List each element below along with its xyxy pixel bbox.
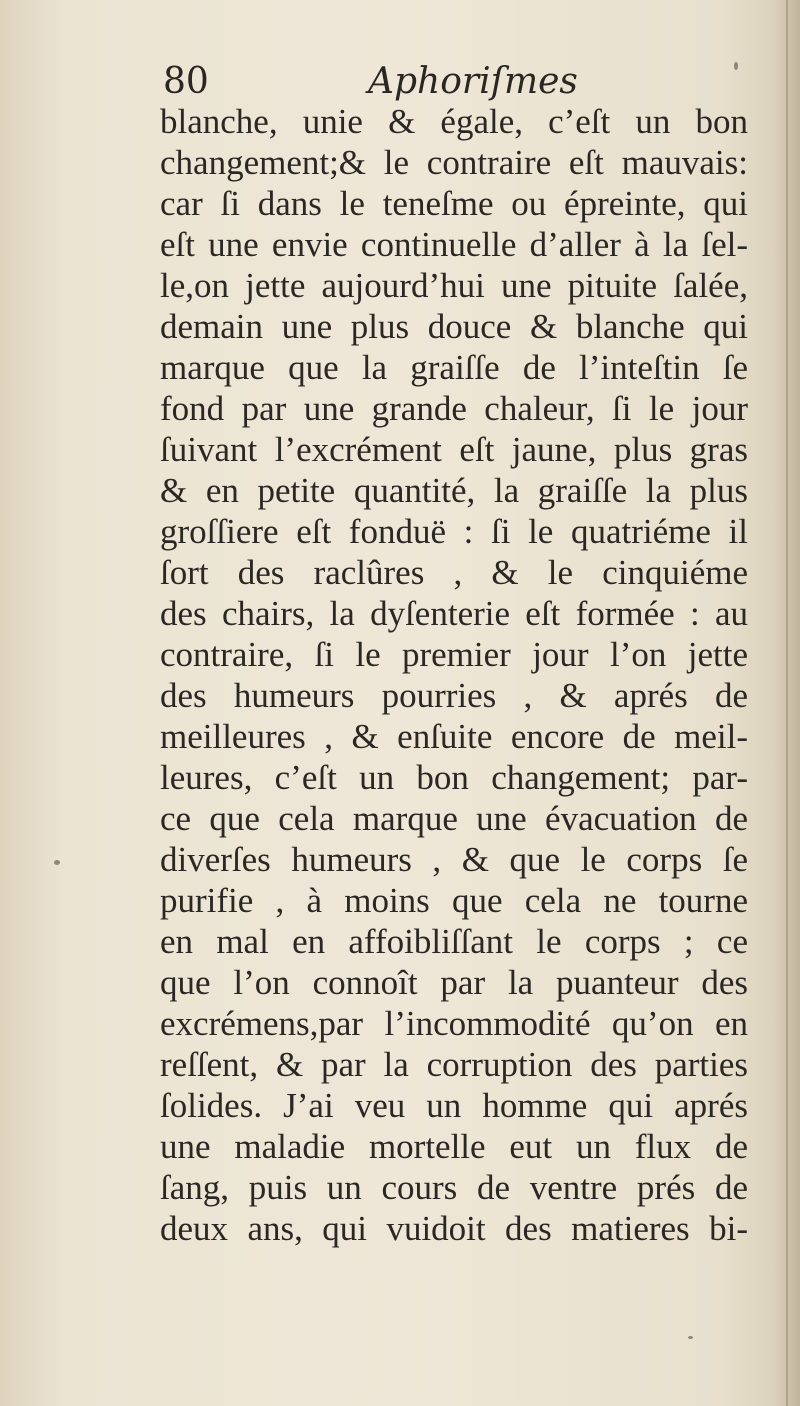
text-line: diverſes humeurs , & que le corps ſe (160, 840, 748, 879)
text-line: marque que la graiſſe de l’inteſtin ſe (160, 348, 748, 387)
text-line: demain une plus douce & blanche qui (160, 307, 748, 346)
running-title: Aphoriſmes (368, 61, 578, 102)
text-line: des humeurs pourries , & aprés de (160, 676, 748, 715)
text-line: le,on jette aujourd’hui une pituite ſalée, (160, 266, 748, 305)
text-line: blanche, unie & égale, c’eſt un bon (160, 102, 748, 141)
text-line: car ſi dans le teneſme ou épreinte, qui (160, 184, 748, 223)
ink-speck (688, 1336, 693, 1339)
text-line: meilleures , & enſuite encore de meil- (160, 717, 748, 756)
page-edge-line (786, 0, 788, 1406)
text-line: changement;& le contraire eſt mauvais: (160, 143, 748, 182)
text-line: fond par une grande chaleur, ſi le jour (160, 389, 748, 428)
page-number: 80 (163, 61, 209, 102)
text-line: ſort des raclûres , & le cinquiéme (160, 553, 748, 592)
text-line: des chairs, la dyſenterie eſt formée : au (160, 594, 748, 633)
text-line: que l’on connoît par la puanteur des (160, 963, 748, 1002)
text-line: contraire, ſi le premier jour l’on jette (160, 635, 748, 674)
text-line: leures, c’eſt un bon changement; par- (160, 758, 748, 797)
text-line: ſuivant l’excrément eſt jaune, plus gras (160, 430, 748, 469)
text-line: eſt une envie continuelle d’aller à la ſel- (160, 225, 748, 264)
text-line: ſolides. J’ai veu un homme qui aprés (160, 1086, 748, 1125)
text-line: & en petite quantité, la graiſſe la plus (160, 471, 748, 510)
text-line: groſſiere eſt fonduë : ſi le quatriéme il (160, 512, 748, 551)
ink-speck (734, 62, 738, 70)
body-text (160, 101, 748, 1249)
ink-speck (54, 860, 60, 865)
text-line: ſang, puis un cours de ventre prés de (160, 1168, 748, 1207)
text-line: purifie , à moins que cela ne tourne (160, 881, 748, 920)
text-line: une maladie mortelle eut un flux de (160, 1127, 748, 1166)
text-line: excrémens,par l’incommodité qu’on en (160, 1004, 748, 1043)
text-line: deux ans, qui vuidoit des matieres bi- (160, 1209, 748, 1248)
text-line: en mal en affoibliſſant le corps ; ce (160, 922, 748, 961)
text-line: ce que cela marque une évacuation de (160, 799, 748, 838)
text-line: reſſent, & par la corruption des parties (160, 1045, 748, 1084)
